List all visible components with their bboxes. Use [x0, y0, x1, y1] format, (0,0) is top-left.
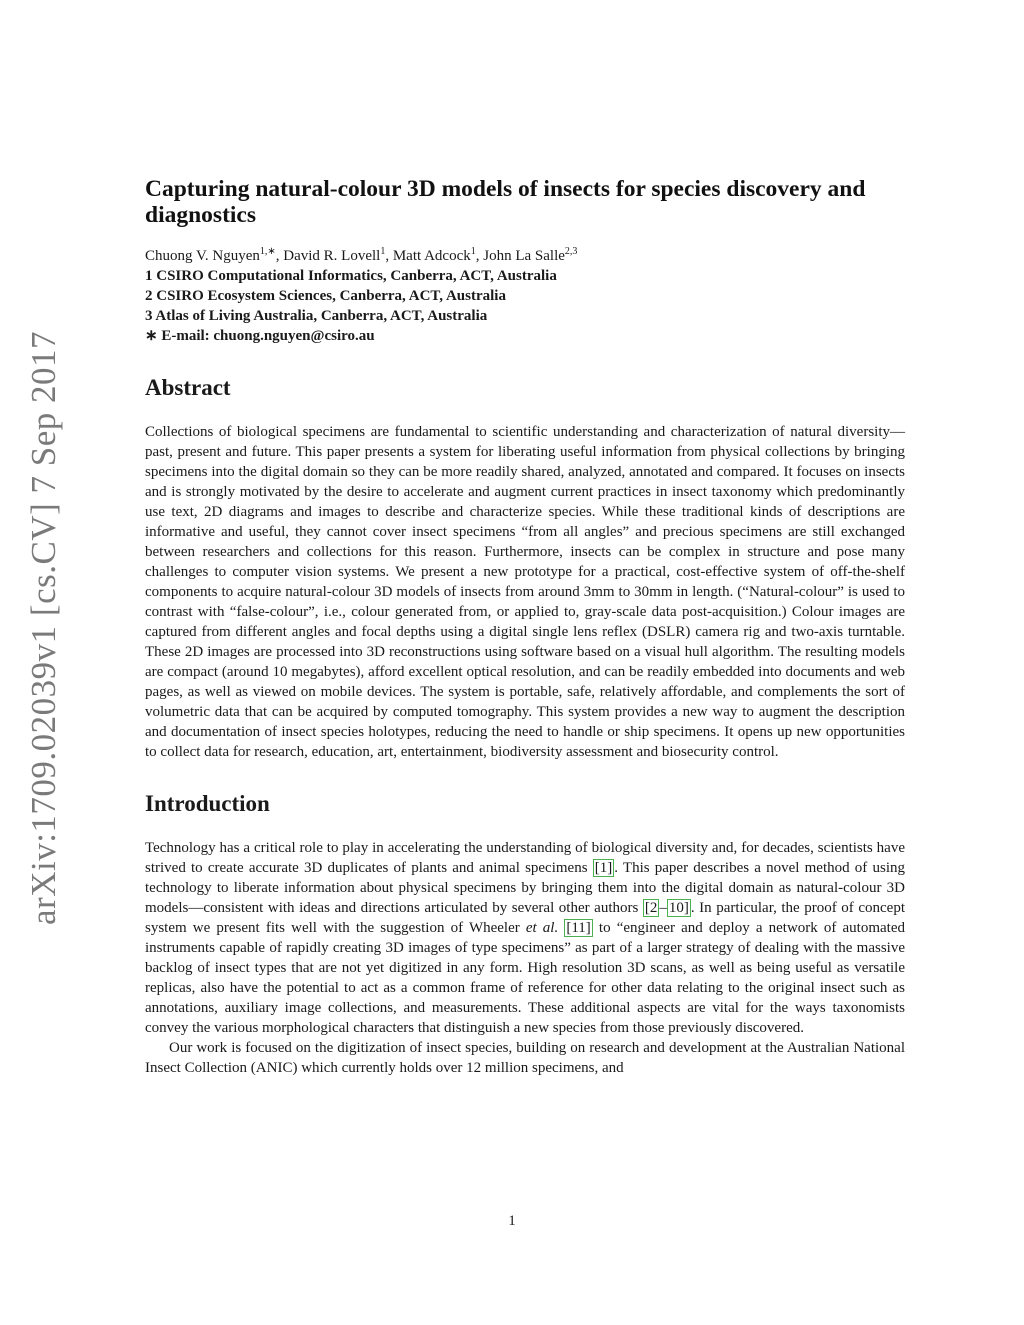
text-run: . This paper describes a novel method of using technology to liberate information about physical specimens by bringing them into the digital domain as natural-colour 3D models—consistent with ideas and directions articulated by several other authors — [145, 860, 905, 916]
author-affiliation-marker: 1 — [380, 246, 386, 257]
citation-range-dash: – — [659, 900, 667, 916]
page-number: 1 — [508, 1213, 516, 1229]
introduction-paragraph — [145, 838, 905, 1038]
arxiv-identifier-stamp: arXiv:1709.02039v1 [cs.CV] 7 Sep 2017 — [24, 330, 63, 925]
abstract-heading: Abstract — [145, 375, 231, 400]
introduction-heading: Introduction — [145, 791, 270, 816]
author-affiliation-marker: 2,3 — [564, 246, 578, 257]
citation-link[interactable]: [11] — [566, 920, 591, 936]
author-name: David R. Lovell — [283, 248, 381, 264]
text-run: Technology has a critical role to play in accelerating the understanding of biological diversity and, for decades, scientists have strived to create accurate 3D duplicates of plants and animal specimens — [145, 840, 905, 876]
affiliation-line: 1 CSIRO Computational Informatics, Canberra, ACT, Australia — [145, 268, 557, 284]
author-name: Matt Adcock — [392, 248, 471, 264]
paper-page — [145, 176, 905, 1078]
introduction-paragraph-2: Our work is focused on the digitization of insect species, building on research and development at the Australian National Insect Collection (ANIC) which currently holds over 12 million specimens, and — [145, 1040, 905, 1076]
affiliation-line: 2 CSIRO Ecosystem Sciences, Canberra, ACT, Australia — [145, 288, 506, 304]
affiliation-line: 3 Atlas of Living Australia, Canberra, ACT, Australia — [145, 308, 488, 324]
citation-link[interactable]: [1] — [594, 860, 613, 876]
author-name: John La Salle — [483, 248, 565, 264]
paper-title: Capturing natural-colour 3D models of insects for species discovery and diagnostics — [145, 176, 866, 228]
text-run: . In particular, the proof of concept system we present fits well with the suggestion of Wheeler — [145, 900, 905, 936]
author-list: Chuong V. Nguyen$^{1,∗}$, David R. Lovell$^1$, Matt Adcock$^1$, John La Salle$^{2,3}$ — [145, 246, 578, 264]
text-run: to “engineer and deploy a network of automated instruments capable of rapidly creating 3D images of type specimens” as part of a larger strategy of dealing with the massive backlog of insect types that are not yet digitized in any form. High resolution 3D scans, as well as being useful as versatile replicas, also have the potential to act as a common frame of reference for other data relating to the original insect such as annotations, auxiliary image collections, and measurements. These additional aspects are vital for the ways taxonomists convey the various morphological characters that distinguish a new species from those previously discovered. — [145, 920, 905, 1036]
contact-email: ∗ E-mail: chuong.nguyen@csiro.au — [145, 328, 375, 344]
citation-link[interactable]: [2 — [644, 900, 658, 916]
author-name: Chuong V. Nguyen — [145, 248, 260, 264]
author-affiliation-marker: 1,∗ — [259, 246, 276, 257]
et-al: et al. — [525, 920, 559, 936]
citation-link[interactable]: 10] — [668, 900, 689, 916]
author-affiliation-marker: 1 — [470, 246, 476, 257]
abstract-text: Collections of biological specimens are fundamental to scientific understanding and characterization of natural diversity—past, present and future. This paper presents a system for liberating useful information from physical collections by bringing specimens into the digital domain so they can be more readily shared, analyzed, annotated and compared. It focuses on insects and is strongly motivated by the desire to accelerate and augment current practices in insect taxonomy which predominantly use text, 2D diagrams and images to describe and characterize species. While these traditional kinds of descriptions are informative and useful, they cannot cover insect specimens “from all angles” and precious specimens are still exchanged between researchers and collections for this reason. Furthermore, insects can be complex in structure and pose many challenges to computer vision systems. We present a new prototype for a practical, cost-effective system of off-the-shelf components to acquire natural-colour 3D models of insects from around 3mm to 30mm in length. (“Natural-colour” is used to contrast with “false-colour”, i.e., colour generated from, or applied to, gray-scale data post-acquisition.) Colour images are captured from different angles and focal depths using a digital single lens reflex (DSLR) camera rig and two-axis turntable. These 2D images are processed into 3D reconstructions using software based on a visual hull algorithm. The resulting models are compact (around 10 megabytes), afford excellent optical resolution, and can be readily embedded into documents and web pages, as well as viewed on mobile devices. The system is portable, safe, relatively affordable, and complements the sort of volumetric data that can be acquired by computed tomography. This system provides a new way to augment the description and documentation of insect species holotypes, reducing the need to handle or ship specimens. It opens up new opportunities to collect data for research, education, art, entertainment, biodiversity assessment and biosecurity control. — [145, 424, 905, 760]
